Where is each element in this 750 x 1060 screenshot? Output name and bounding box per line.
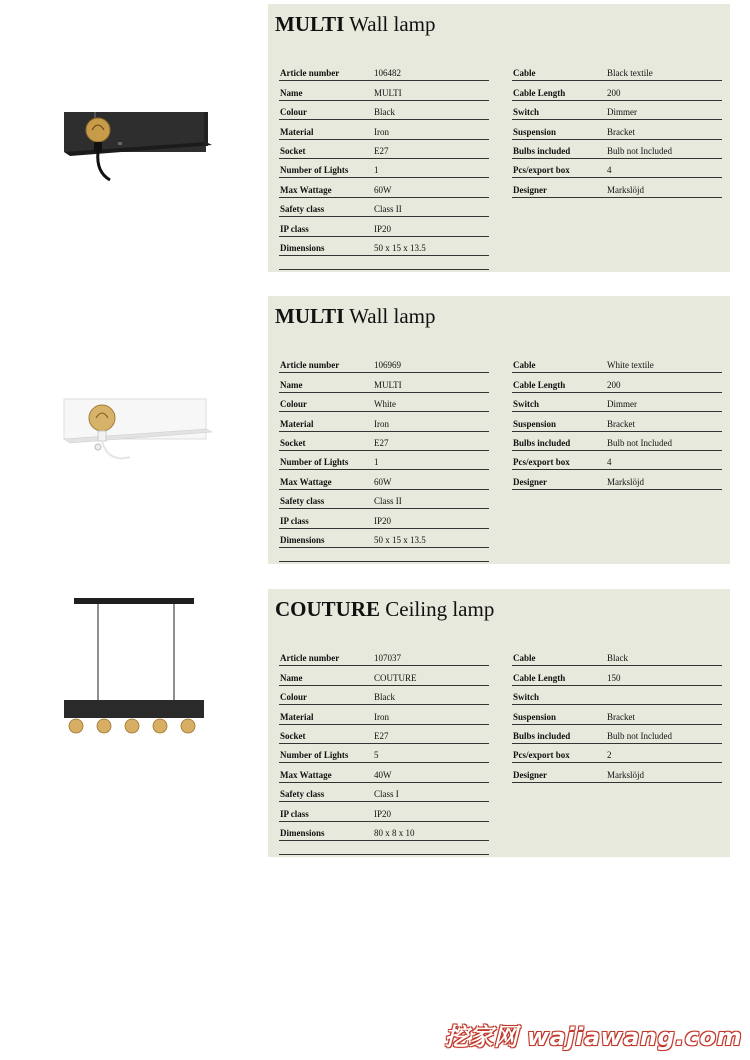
spec-label: Colour: [280, 692, 307, 703]
spec-value: Class I: [374, 789, 399, 800]
spec-label: Name: [280, 379, 303, 390]
product-type: Ceiling lamp: [385, 597, 495, 621]
spec-row: [512, 62, 722, 81]
spec-label: Dimensions: [280, 242, 325, 253]
spec-label: Pcs/export box: [513, 457, 570, 468]
spec-label: Socket: [280, 730, 306, 741]
spec-value: IP20: [374, 515, 392, 526]
spec-label: Bulbs included: [513, 437, 571, 448]
spec-value: 5: [374, 750, 379, 761]
spec-value: IP20: [374, 808, 392, 819]
spec-value: Bracket: [607, 418, 635, 429]
spec-row: [512, 101, 722, 120]
spec-value: Bracket: [607, 711, 635, 722]
spec-row: [279, 822, 489, 841]
spec-value: Black: [607, 653, 628, 664]
spec-row: [512, 744, 722, 763]
spec-value: Markslöjd: [607, 476, 644, 487]
spec-row: [279, 783, 489, 802]
spec-value: Iron: [374, 126, 389, 137]
spec-value: Black: [374, 107, 395, 118]
spec-value: Bulb not Included: [607, 437, 672, 448]
spec-label: Max Wattage: [280, 476, 332, 487]
spec-label: Switch: [513, 692, 540, 703]
spec-value: 106482: [374, 68, 401, 79]
spec-label: Cable: [513, 68, 536, 79]
spec-value: MULTI: [374, 87, 402, 98]
spec-row: [279, 159, 489, 178]
spec-row: [512, 470, 722, 489]
spec-label: Safety class: [280, 204, 325, 215]
spec-label: Switch: [513, 107, 540, 118]
spec-column-left: [279, 647, 489, 855]
spec-value: 60W: [374, 476, 392, 487]
spec-label: Number of Lights: [280, 165, 349, 176]
spec-value: 40W: [374, 769, 392, 780]
spec-row: [279, 140, 489, 159]
spec-row: [279, 432, 489, 451]
spec-label: Socket: [280, 437, 306, 448]
spec-label: Colour: [280, 399, 307, 410]
spec-label: Dimensions: [280, 827, 325, 838]
spec-row: [279, 686, 489, 705]
spec-value: 60W: [374, 184, 392, 195]
spec-row: [279, 198, 489, 217]
spec-label: Colour: [280, 107, 307, 118]
product-brand: MULTI: [275, 12, 345, 36]
spec-row: [512, 140, 722, 159]
spec-label: Article number: [280, 653, 340, 664]
spec-row: [279, 81, 489, 100]
spec-value: Bracket: [607, 126, 635, 137]
spec-value: IP20: [374, 223, 392, 234]
spec-column-left: [279, 62, 489, 270]
spec-row: [279, 490, 489, 509]
product-brand: COUTURE: [275, 597, 381, 621]
spec-label: Designer: [513, 184, 547, 195]
spec-label: Name: [280, 87, 303, 98]
spec-label: Cable: [513, 653, 536, 664]
spec-value: Bulb not Included: [607, 145, 672, 156]
spec-value: 1: [374, 165, 379, 176]
spec-row: [279, 217, 489, 236]
spec-value: 4: [607, 165, 612, 176]
spec-value: Class II: [374, 204, 402, 215]
spec-value: COUTURE: [374, 672, 417, 683]
spec-label: Designer: [513, 769, 547, 780]
spec-row: [512, 647, 722, 666]
spec-column-right: [512, 354, 722, 490]
spec-row: [512, 412, 722, 431]
spec-label: Material: [280, 418, 314, 429]
spec-row: [512, 451, 722, 470]
multi-black-wall-lamp-image: [58, 90, 218, 190]
spec-row: [512, 432, 722, 451]
spec-label: Suspension: [513, 126, 557, 137]
spec-label: Safety class: [280, 789, 325, 800]
spec-value: 80 x 8 x 10: [374, 827, 415, 838]
spec-row: [279, 393, 489, 412]
spec-label: Bulbs included: [513, 730, 571, 741]
spec-label: Suspension: [513, 711, 557, 722]
spec-panel: [268, 296, 730, 564]
spec-row: [279, 744, 489, 763]
spec-label: Cable Length: [513, 672, 566, 683]
spec-value: Markslöjd: [607, 769, 644, 780]
spec-value: 1: [374, 457, 379, 468]
spec-label: Socket: [280, 145, 306, 156]
spec-label: Article number: [280, 360, 340, 371]
spec-row: [279, 62, 489, 81]
spec-label: IP class: [280, 223, 309, 234]
spec-label: Dimensions: [280, 534, 325, 545]
spec-label: IP class: [280, 808, 309, 819]
spec-column-right: [512, 647, 722, 783]
spec-row: [512, 763, 722, 782]
spec-value: E27: [374, 145, 389, 156]
spec-row: [279, 412, 489, 431]
spec-label: Pcs/export box: [513, 750, 570, 761]
spec-label: Max Wattage: [280, 184, 332, 195]
spec-label: Name: [280, 672, 303, 683]
spec-row: [279, 802, 489, 821]
spec-value: Dimmer: [607, 107, 637, 118]
spec-label: Bulbs included: [513, 145, 571, 156]
spec-row-empty: [279, 256, 489, 270]
spec-value: Black textile: [607, 68, 653, 79]
bulbs: [69, 719, 195, 733]
spec-value: E27: [374, 437, 389, 448]
spec-label: Designer: [513, 476, 547, 487]
spec-row: [279, 705, 489, 724]
spec-label: Number of Lights: [280, 457, 349, 468]
spec-column-left: [279, 354, 489, 562]
spec-row: [512, 393, 722, 412]
spec-value: Bulb not Included: [607, 730, 672, 741]
site-watermark: 挖家网 wajiawang.com: [444, 1023, 742, 1051]
spec-label: Material: [280, 126, 314, 137]
spec-value: White textile: [607, 360, 654, 371]
spec-row: [279, 666, 489, 685]
spec-label: Material: [280, 711, 314, 722]
spec-value: 2: [607, 750, 612, 761]
spec-value: 4: [607, 457, 612, 468]
product-title: [275, 304, 436, 329]
spec-panel: [268, 589, 730, 857]
spec-value: MULTI: [374, 379, 402, 390]
spec-label: Switch: [513, 399, 540, 410]
spec-row: [512, 159, 722, 178]
spec-panel: [268, 4, 730, 272]
spec-label: Cable: [513, 360, 536, 371]
spec-row: [512, 725, 722, 744]
spec-label: IP class: [280, 515, 309, 526]
spec-label: Pcs/export box: [513, 165, 570, 176]
spec-value: E27: [374, 730, 389, 741]
spec-row: [279, 178, 489, 197]
spec-value: Iron: [374, 418, 389, 429]
spec-label: Cable Length: [513, 379, 566, 390]
product-title: [275, 12, 436, 37]
spec-value: 107037: [374, 653, 401, 664]
spec-row: [512, 705, 722, 724]
spec-value: 200: [607, 87, 621, 98]
spec-label: Suspension: [513, 418, 557, 429]
spec-row: [512, 354, 722, 373]
spec-value: Class II: [374, 496, 402, 507]
spec-value: Black: [374, 692, 395, 703]
spec-value: White: [374, 399, 396, 410]
spec-value: 50 x 15 x 13.5: [374, 242, 426, 253]
spec-label: Cable Length: [513, 87, 566, 98]
spec-value: 150: [607, 672, 621, 683]
spec-row-empty: [279, 841, 489, 855]
product-title: [275, 597, 494, 622]
spec-row: [512, 686, 722, 705]
couture-ceiling-lamp-image: [58, 596, 218, 742]
spec-row: [279, 101, 489, 120]
spec-column-right: [512, 62, 722, 198]
spec-row: [279, 120, 489, 139]
spec-label: Article number: [280, 68, 340, 79]
spec-row: [512, 373, 722, 392]
spec-value: Markslöjd: [607, 184, 644, 195]
spec-value: 50 x 15 x 13.5: [374, 534, 426, 545]
product-type: Wall lamp: [349, 12, 436, 36]
spec-row: [512, 178, 722, 197]
spec-row: [279, 470, 489, 489]
spec-row: [279, 529, 489, 548]
spec-value: Dimmer: [607, 399, 637, 410]
spec-row: [279, 763, 489, 782]
spec-row: [279, 451, 489, 470]
product-type: Wall lamp: [349, 304, 436, 328]
multi-white-wall-lamp-image: [58, 385, 218, 485]
spec-row: [279, 725, 489, 744]
spec-row: [279, 509, 489, 528]
spec-label: Number of Lights: [280, 750, 349, 761]
spec-row: [279, 237, 489, 256]
spec-row-empty: [279, 548, 489, 562]
spec-row: [512, 120, 722, 139]
spec-row: [279, 373, 489, 392]
spec-row: [512, 666, 722, 685]
spec-row: [512, 81, 722, 100]
spec-row: [279, 354, 489, 373]
spec-value: 106969: [374, 360, 401, 371]
spec-label: Safety class: [280, 496, 325, 507]
spec-label: Max Wattage: [280, 769, 332, 780]
spec-value: Iron: [374, 711, 389, 722]
spec-value: 200: [607, 379, 621, 390]
spec-row: [279, 647, 489, 666]
product-brand: MULTI: [275, 304, 345, 328]
